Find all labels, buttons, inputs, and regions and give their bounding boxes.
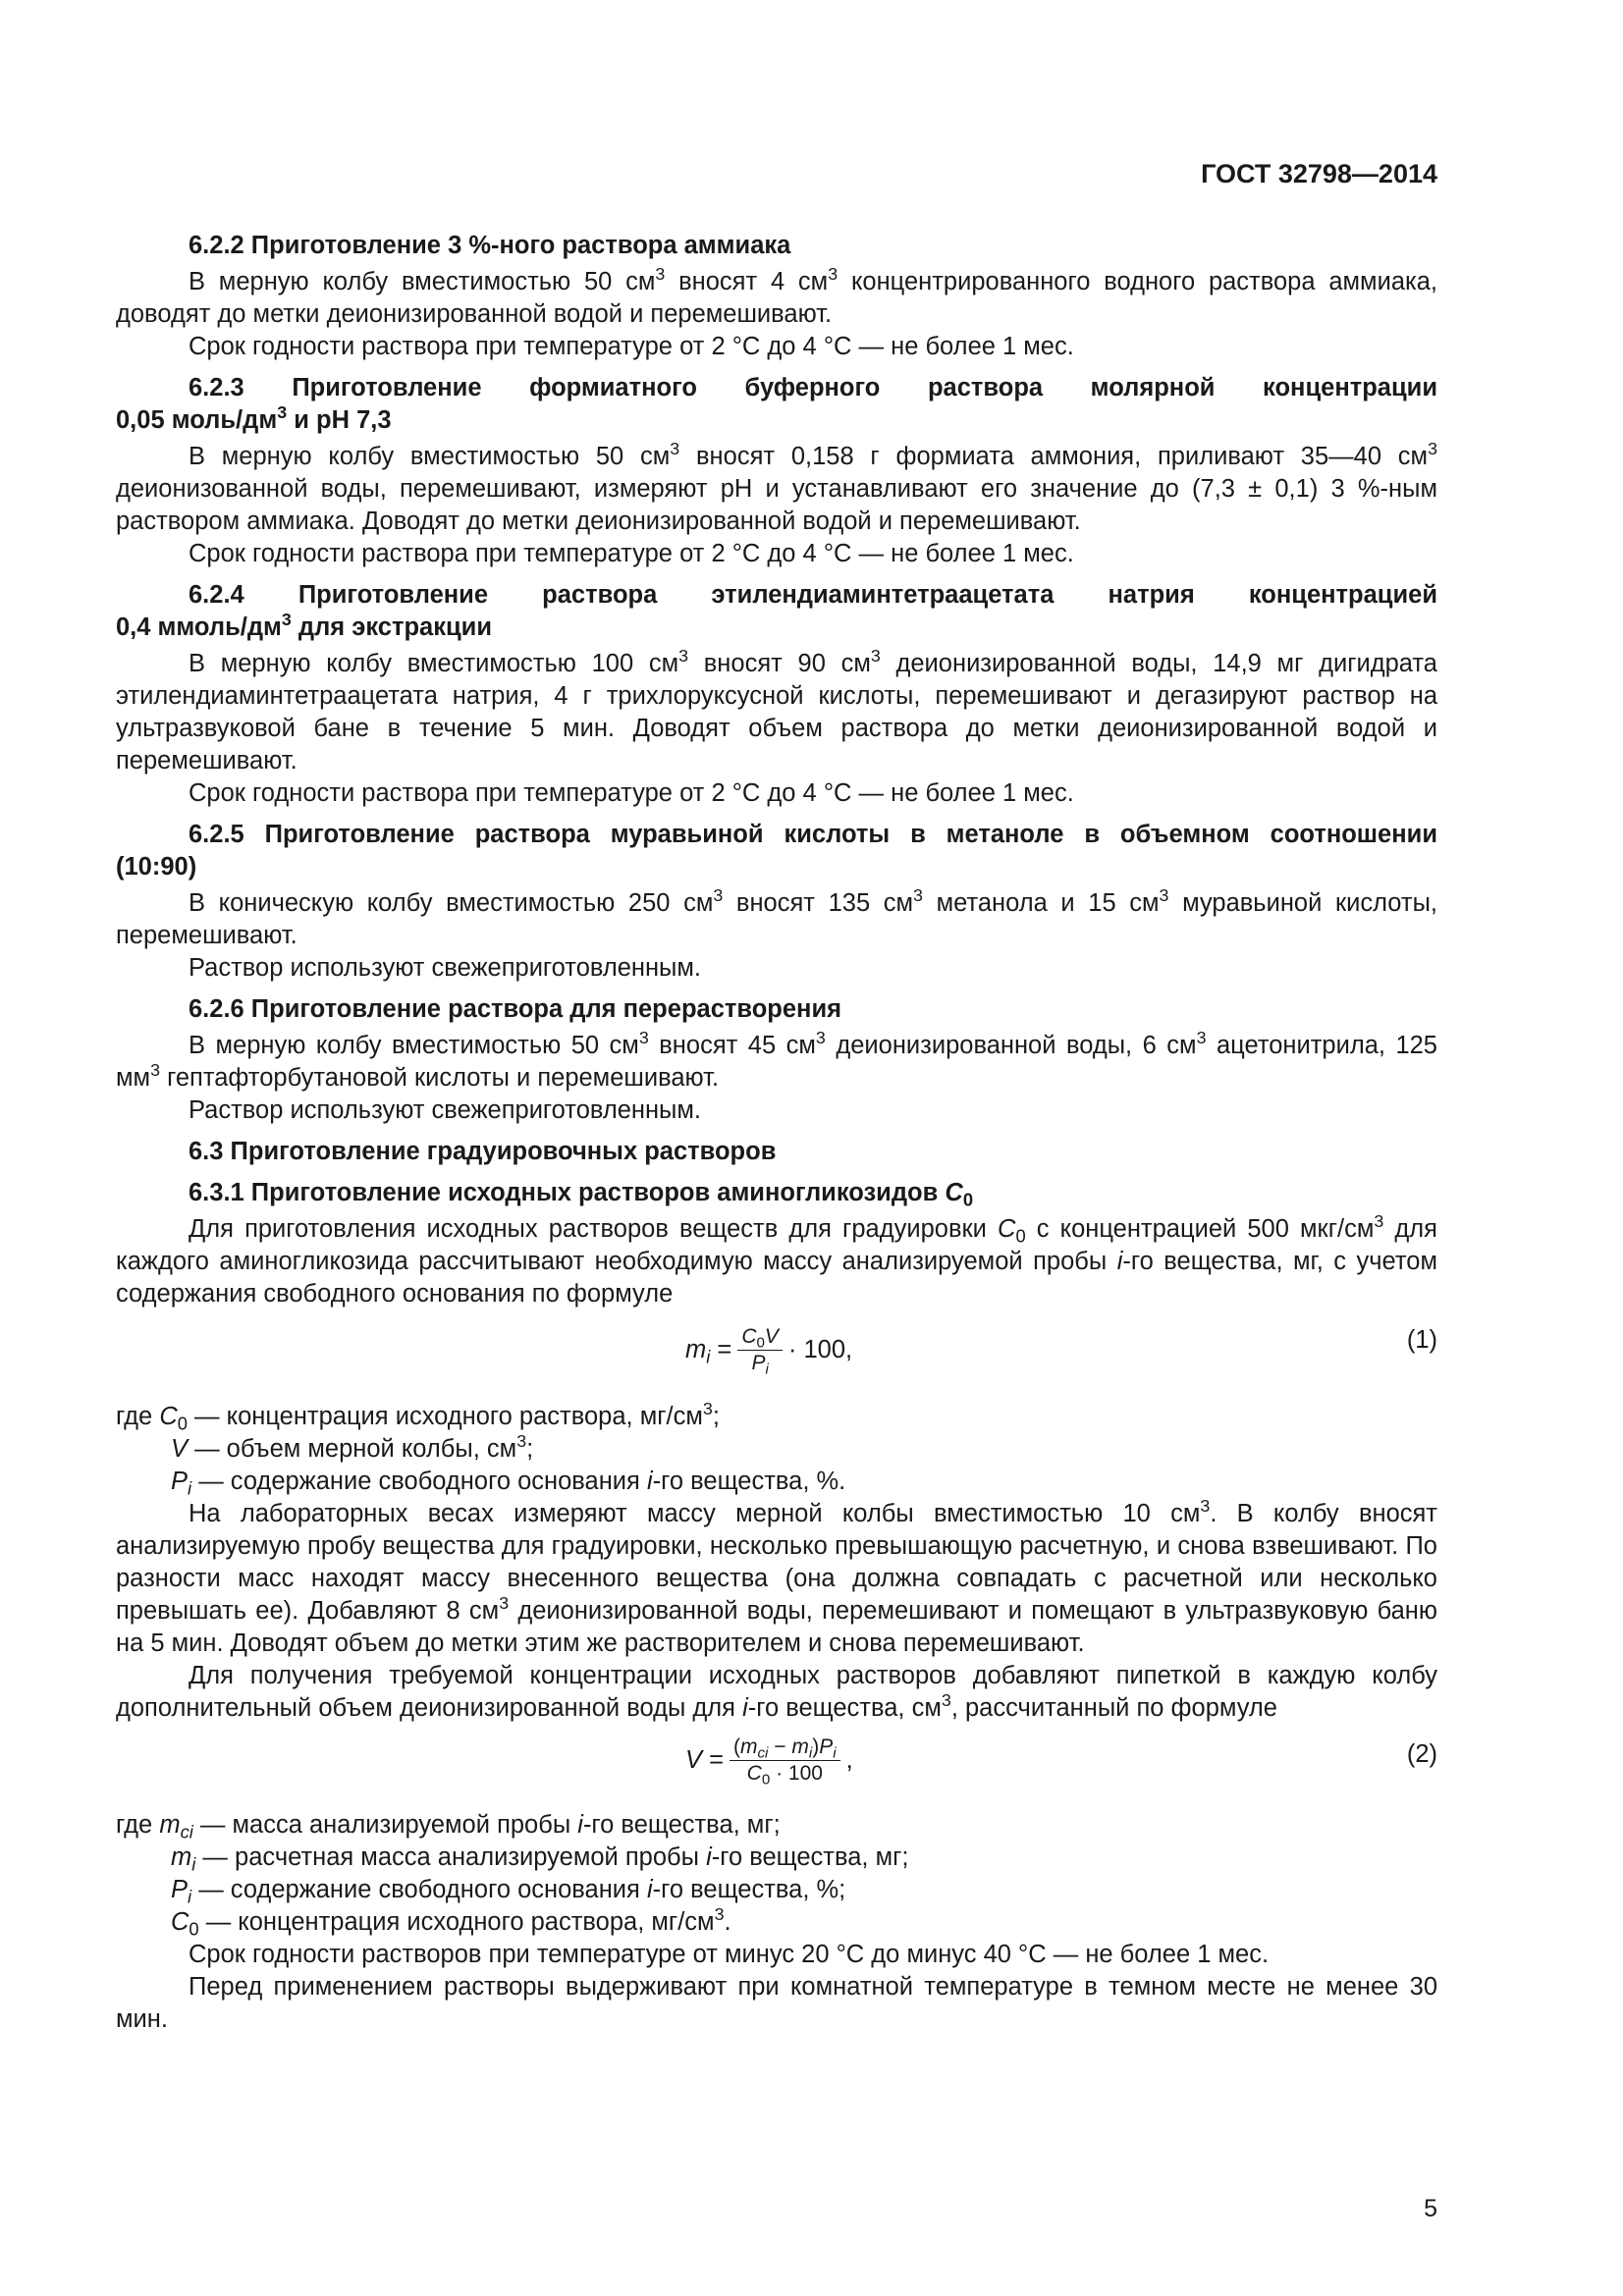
heading-6-3: 6.3 Приготовление градуировочных растворов bbox=[189, 1138, 777, 1165]
paragraph: В мерную колбу вместимостью 100 $см^3$ вносят 90 $см^3$ деионизированной воды, 14,9 мг дигидрата этилендиаминтетраацетата натрия, 4 г трихлоруксусной кислоты, перемешивают и дегазируют раствор на ультразвуковой бане в течение 5 мин. Доводят объем раствора до метки деионизированной водой и перемешивают. bbox=[116, 646, 1437, 774]
paragraph: Раствор используют свежеприготовленным. bbox=[189, 954, 702, 982]
formula-2-expression: V = $\frac{(m_{ci} - m_i)P_i}{C_0 \cdot 100}$ , bbox=[685, 1735, 853, 1789]
paragraph: Срок годности растворов при температуре от минус 20 °С до минус 40 °С — не более 1 мес. bbox=[189, 1941, 1270, 1968]
heading-6-2-5-cont: (10:90) bbox=[116, 853, 197, 881]
legend-2: где $m_{ci}$ — масса анализируемой пробы i-го вещества, мг; $m_i$ — расчетная масса анализируемой пробы i-го вещества, мг; $P_i$ — содержание свободного основания i-го вещества, %; $C_0$ — концентрация исходного раствора, $мг/см^3$. bbox=[116, 1811, 909, 1940]
paragraph: Срок годности раствора при температуре от 2 °С до 4 °С — не более 1 мес. bbox=[189, 333, 1074, 360]
heading-6-2-4: 6.2.4 Приготовление раствора этилендиаминтетраацетата натрия концентрацией bbox=[189, 581, 1437, 609]
paragraph: В мерную колбу вместимостью 50 $см^3$ вносят 45 $см^3$ деионизированной воды, 6 $см^3$ ацетонитрила, 125 $мм^3$ гептафторбутановой кислоты и перемешивают. bbox=[116, 1028, 1437, 1092]
paragraph: Для приготовления исходных растворов веществ для градуировки $C_0$ с концентрацией 500 мкг/$см^3$ для каждого аминогликозида рассчитывают необходимую массу анализируемой пробы i-го вещества, мг, с учетом содержания свободного основания по формуле bbox=[116, 1211, 1437, 1308]
doc-code: ГОСТ 32798—2014 bbox=[1201, 159, 1437, 188]
heading-6-3-1: 6.3.1 Приготовление исходных растворов аминогликозидов $C_0$ bbox=[189, 1179, 974, 1210]
fraction: $\frac{(m_{ci} - m_i)P_i}{C_0 \cdot 100}$ bbox=[730, 1735, 840, 1787]
document-page bbox=[116, 0, 1437, 2296]
heading-6-2-6: 6.2.6 Приготовление раствора для перерастворения bbox=[189, 995, 842, 1023]
paragraph: В мерную колбу вместимостью 50 $см^3$ вносят 4 $см^3$ концентрированного водного раствора аммиака, доводят до метки деионизированной водой и перемешивают. bbox=[116, 264, 1437, 328]
paragraph: Раствор используют свежеприготовленным. bbox=[189, 1096, 702, 1124]
formula-number: (1) bbox=[1406, 1326, 1437, 1354]
paragraph: Срок годности раствора при температуре от 2 °С до 4 °С — не более 1 мес. bbox=[189, 779, 1074, 807]
heading-6-2-4-cont: 0,4 ммоль/$дм^3$ для экстракции bbox=[116, 610, 492, 641]
fraction: $\frac{C_0V}{P_i}$ bbox=[737, 1324, 783, 1376]
content bbox=[116, 230, 1437, 2036]
heading-6-2-2: 6.2.2 Приготовление 3 %-ного раствора аммиака bbox=[189, 232, 791, 259]
formula-1-expression: $m_i$ = $\frac{C_0V}{P_i}$ · 100, bbox=[685, 1325, 853, 1378]
formula-1 bbox=[116, 1316, 1437, 1395]
paragraph: Перед применением растворы выдерживают при комнатной температуре в темном месте не менее 30 мин. bbox=[116, 1973, 1437, 2033]
paragraph: Срок годности раствора при температуре от 2 °С до 4 °С — не более 1 мес. bbox=[189, 540, 1074, 567]
formula-number: (2) bbox=[1406, 1740, 1437, 1768]
heading-6-2-3: 6.2.3 Приготовление формиатного буферного раствора молярной концентрации bbox=[189, 374, 1437, 401]
formula-2 bbox=[116, 1731, 1437, 1803]
page-number: 5 bbox=[1424, 2195, 1437, 2222]
paragraph: В коническую колбу вместимостью 250 $см^3$ вносят 135 $см^3$ метанола и 15 $см^3$ муравьиной кислоты, перемешивают. bbox=[116, 885, 1437, 949]
paragraph: В мерную колбу вместимостью 50 $см^3$ вносят 0,158 г формиата аммония, приливают 35—40 $см^3$ деионизованной воды, перемешивают, измеряют рН и устанавливают его значение до (7,3 ± 0,1) 3 %-ным раствором аммиака. Доводят до метки деионизированной водой и перемешивают. bbox=[116, 439, 1437, 535]
paragraph: Для получения требуемой концентрации исходных растворов добавляют пипеткой в каждую колбу дополнительный объем деионизированной воды для i-го вещества, $см^3$, рассчитанный по формуле bbox=[116, 1662, 1437, 1722]
heading-6-2-5: 6.2.5 Приготовление раствора муравьиной кислоты в метаноле в объемном соотношении bbox=[189, 821, 1437, 848]
heading-6-2-3-cont: 0,05 моль/$дм^3$ и рН 7,3 bbox=[116, 402, 392, 434]
legend-1: где $C_0$ — концентрация исходного раствора, $мг/см^3$; V — объем мерной колбы, $см^3$; $P_i$ — содержание свободного основания i-го вещества, %. bbox=[116, 1399, 846, 1499]
paragraph: На лабораторных весах измеряют массу мерной колбы вместимостью 10 $см^3$. В колбу вносят анализируемую пробу вещества для градуировки, несколько превышающую расчетную, и снова взвешивают. По разности масс находят массу внесенного вещества (она должна совпадать с расчетной или несколько превышать ее). Добавляют 8 $см^3$ деионизированной воды, перемешивают и помещают в ультразвуковую баню на 5 мин. Доводят объем до метки этим же растворителем и снова перемешивают. bbox=[116, 1496, 1437, 1657]
